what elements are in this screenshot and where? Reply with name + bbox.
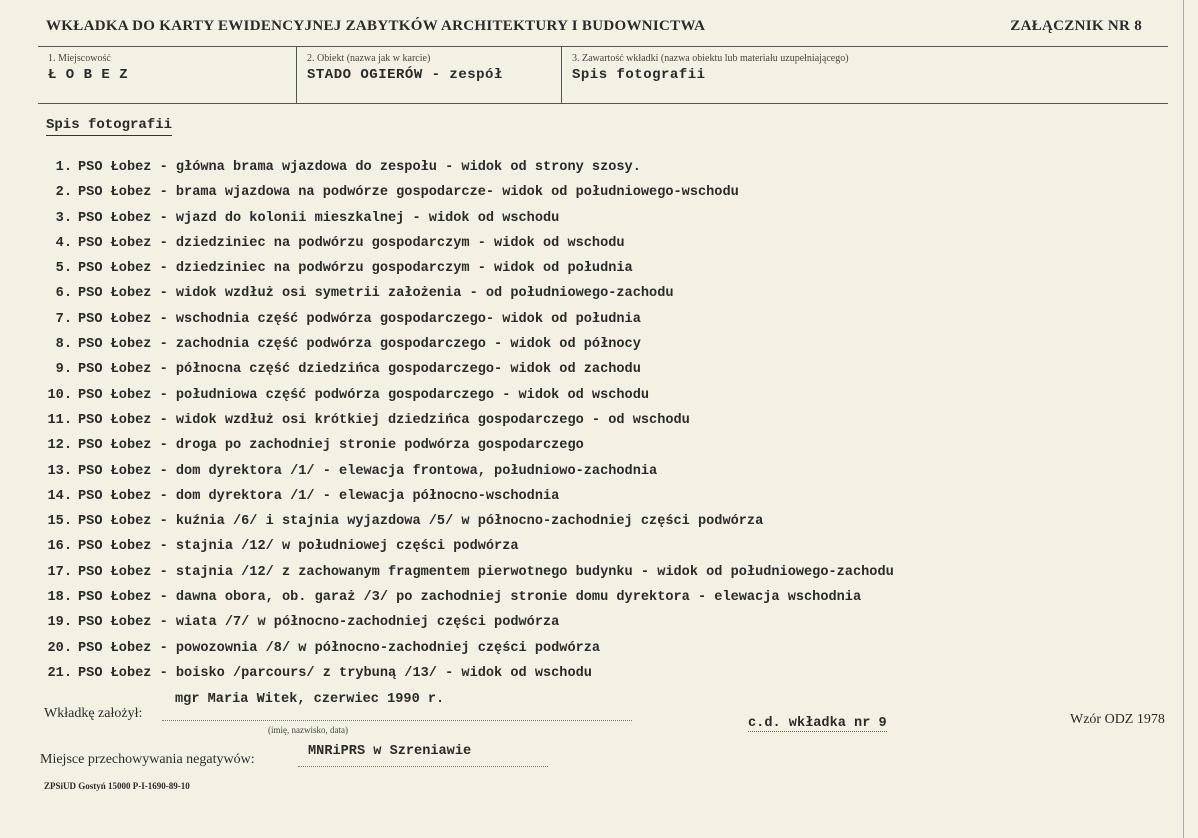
photo-list xyxy=(30,155,1170,686)
content-label: 3. Zawartość wkładki (nazwa obiektu lub materiału uzupełniającego) xyxy=(572,53,849,64)
photo-number: 11. xyxy=(47,412,72,428)
photo-item xyxy=(30,636,1170,661)
photo-number: 17. xyxy=(47,564,72,580)
photo-description: PSO Łobez - stajnia /12/ w południowej części podwórza xyxy=(78,539,519,555)
photo-item xyxy=(30,560,1170,585)
photo-description: PSO Łobez - widok wzdłuż osi krótkiej dziedzińca gospodarczego - od wschodu xyxy=(78,412,690,428)
page-edge-line xyxy=(1183,0,1184,838)
photo-description: PSO Łobez - wiata /7/ w północno-zachodniej części podwórza xyxy=(78,615,560,631)
photo-number: 3. xyxy=(55,210,72,226)
photo-item xyxy=(30,231,1170,256)
photo-number: 8. xyxy=(55,337,72,353)
photo-item xyxy=(30,459,1170,484)
photo-item xyxy=(30,332,1170,357)
photo-description: PSO Łobez - dawna obora, ob. garaż /3/ po zachodniej stronie domu dyrektora - elewacja wschodnia xyxy=(78,590,862,606)
photo-number: 5. xyxy=(55,261,72,277)
founder-hint: (imię, nazwisko, data) xyxy=(268,725,348,735)
negatives-line xyxy=(298,766,548,767)
photo-description: PSO Łobez - południowa część podwórza gospodarczego - widok od wschodu xyxy=(78,387,650,403)
photo-number: 6. xyxy=(55,286,72,302)
photo-item xyxy=(30,281,1170,306)
photo-number: 15. xyxy=(47,514,72,530)
photo-description: PSO Łobez - wschodnia część podwórza gospodarczego- widok od południa xyxy=(78,311,641,327)
photo-description: PSO Łobez - stajnia /12/ z zachowanym fragmentem pierwotnego budynku - widok od południowego-zachodu xyxy=(78,564,894,580)
photo-item xyxy=(30,155,1170,180)
founder-value: mgr Maria Witek, czerwiec 1990 r. xyxy=(175,692,445,707)
photo-item xyxy=(30,256,1170,281)
photo-item xyxy=(30,585,1170,610)
photo-description: PSO Łobez - wjazd do kolonii mieszkalnej - widok od wschodu xyxy=(78,210,560,226)
locality-value: Ł O B E Z xyxy=(48,67,129,83)
photo-item xyxy=(30,180,1170,205)
photo-description: PSO Łobez - dom dyrektora /1/ - elewacja frontowa, południowo-zachodnia xyxy=(78,463,658,479)
photo-number: 19. xyxy=(47,615,72,631)
photo-description: PSO Łobez - powozownia /8/ w północno-zachodniej części podwórza xyxy=(78,640,601,656)
photo-number: 4. xyxy=(55,235,72,251)
photo-description: PSO Łobez - kuźnia /6/ i stajnia wyjazdowa /5/ w północno-zachodniej części podwórza xyxy=(78,514,764,530)
photo-number: 13. xyxy=(47,463,72,479)
photo-number: 2. xyxy=(55,185,72,201)
annex-number: ZAŁĄCZNIK NR 8 xyxy=(1010,18,1142,34)
photo-number: 21. xyxy=(47,665,72,681)
photo-number: 18. xyxy=(47,590,72,606)
photo-description: PSO Łobez - dom dyrektora /1/ - elewacja północno-wschodnia xyxy=(78,488,560,504)
photo-description: PSO Łobez - północna część dziedzińca gospodarczego- widok od zachodu xyxy=(78,362,641,378)
photo-item xyxy=(30,484,1170,509)
photo-item xyxy=(30,206,1170,231)
printer-info: ZPSiUD Gostyń 15000 P-I-1690-89-10 xyxy=(44,781,190,791)
photo-item xyxy=(30,307,1170,332)
founder-line xyxy=(162,720,632,721)
photo-item xyxy=(30,433,1170,458)
photo-number: 20. xyxy=(47,640,72,656)
photo-number: 16. xyxy=(47,539,72,555)
photo-item xyxy=(30,534,1170,559)
header-fields xyxy=(38,46,1168,104)
object-label: 2. Obiekt (nazwa jak w karcie) xyxy=(307,53,431,64)
negatives-label: Miejsce przechowywania negatywów: xyxy=(40,752,255,767)
founder-label: Wkładkę założył: xyxy=(44,706,143,721)
content-value: Spis fotografii xyxy=(572,67,706,83)
photo-description: PSO Łobez - dziedziniec na podwórzu gospodarczym - widok od południa xyxy=(78,261,633,277)
photo-item xyxy=(30,357,1170,382)
locality-field xyxy=(38,47,296,103)
negatives-value: MNRiPRS w Szreniawie xyxy=(308,744,472,759)
photo-description: PSO Łobez - brama wjazdowa na podwórze gospodarcze- widok od południowego-wschodu xyxy=(78,185,739,201)
photo-description: PSO Łobez - zachodnia część podwórza gospodarczego - widok od północy xyxy=(78,337,641,353)
photo-number: 10. xyxy=(47,387,72,403)
photo-description: PSO Łobez - dziedziniec na podwórzu gospodarczym - widok od wschodu xyxy=(78,235,625,251)
object-field xyxy=(296,47,561,103)
photo-item xyxy=(30,383,1170,408)
form-code: Wzór ODZ 1978 xyxy=(1070,712,1165,727)
photo-description: PSO Łobez - widok wzdłuż osi symetrii założenia - od południowego-zachodu xyxy=(78,286,674,302)
photo-number: 1. xyxy=(55,160,72,175)
photo-number: 7. xyxy=(55,311,72,327)
section-title: Spis fotografii xyxy=(46,117,172,136)
photo-description: PSO Łobez - boisko /parcours/ z trybuną /13/ - widok od wschodu xyxy=(78,665,592,681)
photo-item xyxy=(30,509,1170,534)
photo-number: 9. xyxy=(55,362,72,378)
photo-item xyxy=(30,661,1170,686)
photo-item xyxy=(30,408,1170,433)
document-title: WKŁADKA DO KARTY EWIDENCYJNEJ ZABYTKÓW ARCHITEKTURY I BUDOWNICTWA xyxy=(46,18,706,34)
photo-item xyxy=(30,610,1170,635)
photo-description: PSO Łobez - główna brama wjazdowa do zespołu - widok od strony szosy. xyxy=(78,160,641,175)
photo-description: PSO Łobez - droga po zachodniej stronie podwórza gospodarczego xyxy=(78,438,584,454)
locality-label: 1. Miejscowość xyxy=(48,53,111,64)
photo-number: 14. xyxy=(47,488,72,504)
object-value: STADO OGIERÓW - zespół xyxy=(307,67,503,83)
content-field xyxy=(561,47,1168,103)
continued-note: c.d. wkładka nr 9 xyxy=(748,716,887,731)
photo-number: 12. xyxy=(47,438,72,454)
